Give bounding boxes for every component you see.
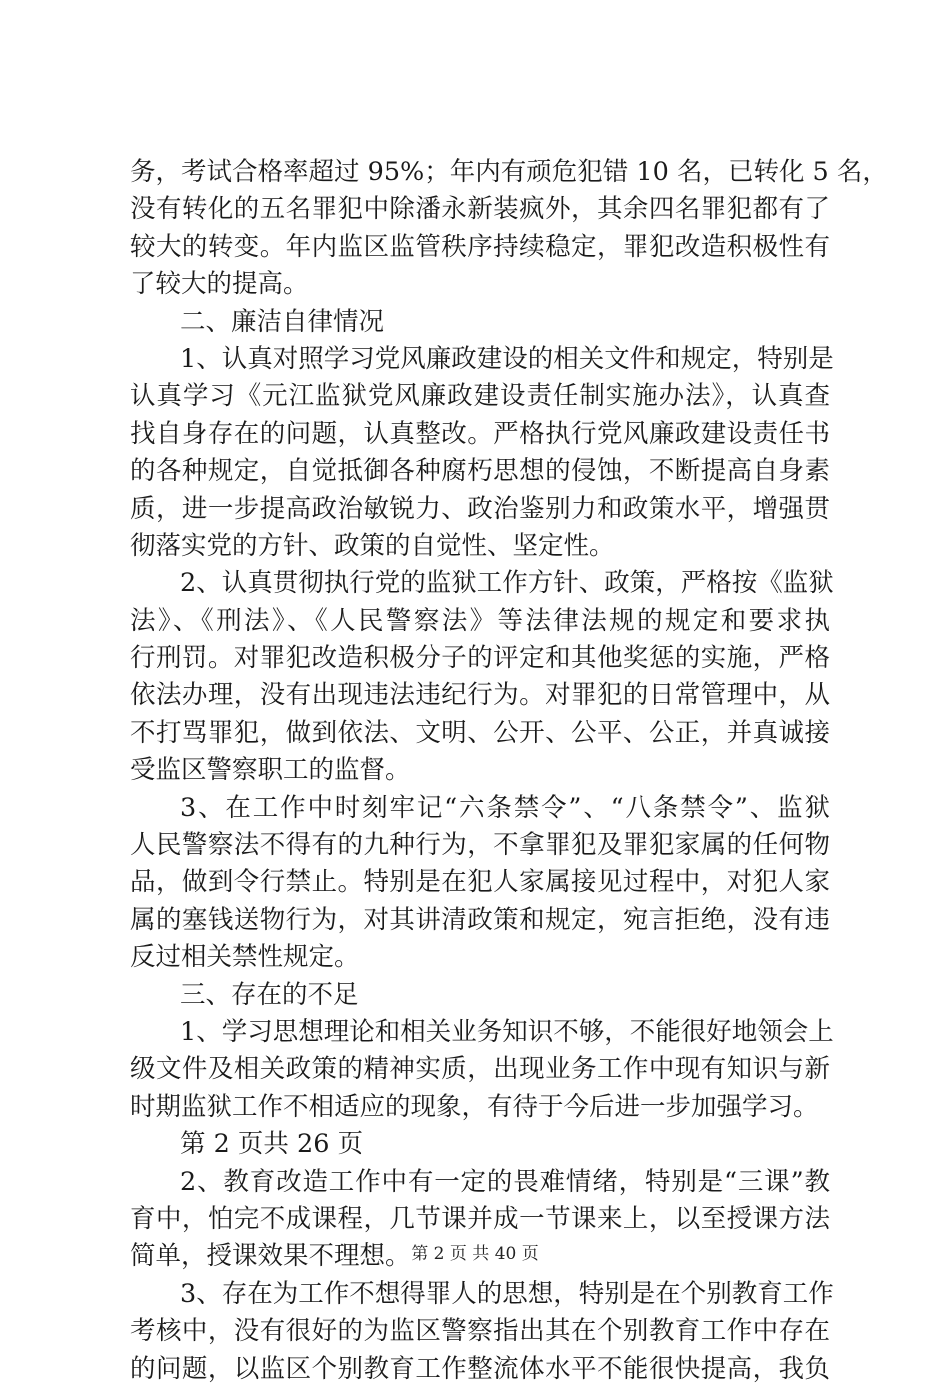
text-line: 3、存在为工作不想得罪人的思想，特别是在个别教育工作 (180, 1278, 834, 1309)
text-line: 二、廉洁自律情况 (180, 306, 385, 337)
text-line: 法》、《刑法》、《人民警察法》等法律法规的规定和要求执 (130, 605, 830, 636)
text-line: 2、教育改造工作中有一定的畏难情绪，特别是“三课”教 (180, 1166, 830, 1197)
text-line: 没有转化的五名罪犯中除潘永新装疯外，其余四名罪犯都有了 (130, 194, 830, 225)
text-line: 3、在工作中时刻牢记“六条禁令”、“八条禁令”、监狱 (180, 792, 830, 823)
text-line: 品，做到令行禁止。特别是在犯人家属接见过程中，对犯人家 (130, 867, 830, 898)
text-line: 务，考试合格率超过 95%；年内有顽危犯错 10 名，已转化 5 名， (130, 157, 888, 187)
text-line: 受监区警察职工的监督。 (130, 755, 411, 786)
text-line: 1、学习思想理论和相关业务知识不够，不能很好地领会上 (180, 1016, 834, 1047)
text-line: 简单，授课效果不理想。 (130, 1241, 411, 1272)
text-line: 行刑罚。对罪犯改造积极分子的评定和其他奖惩的实施，严格 (130, 643, 830, 674)
text-line: 1、认真对照学习党风廉政建设的相关文件和规定，特别是 (180, 343, 834, 374)
text-line: 较大的转变。年内监区监管秩序持续稳定，罪犯改造积极性有 (130, 231, 830, 262)
text-line: 级文件及相关政策的精神实质，出现业务工作中现有知识与新 (130, 1054, 830, 1085)
text-line: 三、存在的不足 (180, 979, 359, 1010)
text-line: 育中，怕完不成课程，几节课并成一节课来上，以至授课方法 (130, 1203, 830, 1234)
text-line: 考核中，没有很好的为监区警察指出其在个别教育工作中存在 (130, 1316, 830, 1347)
text-line: 人民警察法不得有的九种行为，不拿罪犯及罪犯家属的任何物 (130, 830, 830, 861)
page-footer: 第 2 页 共 40 页 (411, 1244, 539, 1264)
text-line: 质，进一步提高政治敏锐力、政治鉴别力和政策水平，增强贯 (130, 493, 830, 524)
text-line: 2、认真贯彻执行党的监狱工作方针、政策，严格按《监狱 (180, 568, 834, 599)
text-line: 的问题，以监区个别教育工作整流体水平不能很快提高，我负 (130, 1353, 830, 1384)
text-line: 第 2 页共 26 页 (180, 1129, 364, 1160)
text-line: 的各种规定，自觉抵御各种腐朽思想的侵蚀，不断提高自身素 (130, 456, 830, 487)
text-line: 找自身存在的问题，认真整改。严格执行党风廉政建设责任书 (130, 418, 830, 449)
text-line: 不打骂罪犯，做到依法、文明、公开、公平、公正，并真诚接 (130, 717, 830, 748)
text-line: 属的塞钱送物行为，对其讲清政策和规定，宛言拒绝，没有违 (130, 904, 830, 935)
text-line: 了较大的提高。 (130, 269, 309, 300)
text-line: 认真学习《元江监狱党风廉政建设责任制实施办法》，认真查 (130, 381, 830, 412)
text-line: 彻落实党的方针、政策的自觉性、坚定性。 (130, 530, 615, 561)
document-body (130, 154, 888, 1388)
text-line: 时期监狱工作不相适应的现象，有待于今后进一步加强学习。 (130, 1091, 819, 1122)
text-line: 依法办理，没有出现违法违纪行为。对罪犯的日常管理中，从 (130, 680, 830, 711)
text-line: 反过相关禁性规定。 (130, 942, 360, 973)
